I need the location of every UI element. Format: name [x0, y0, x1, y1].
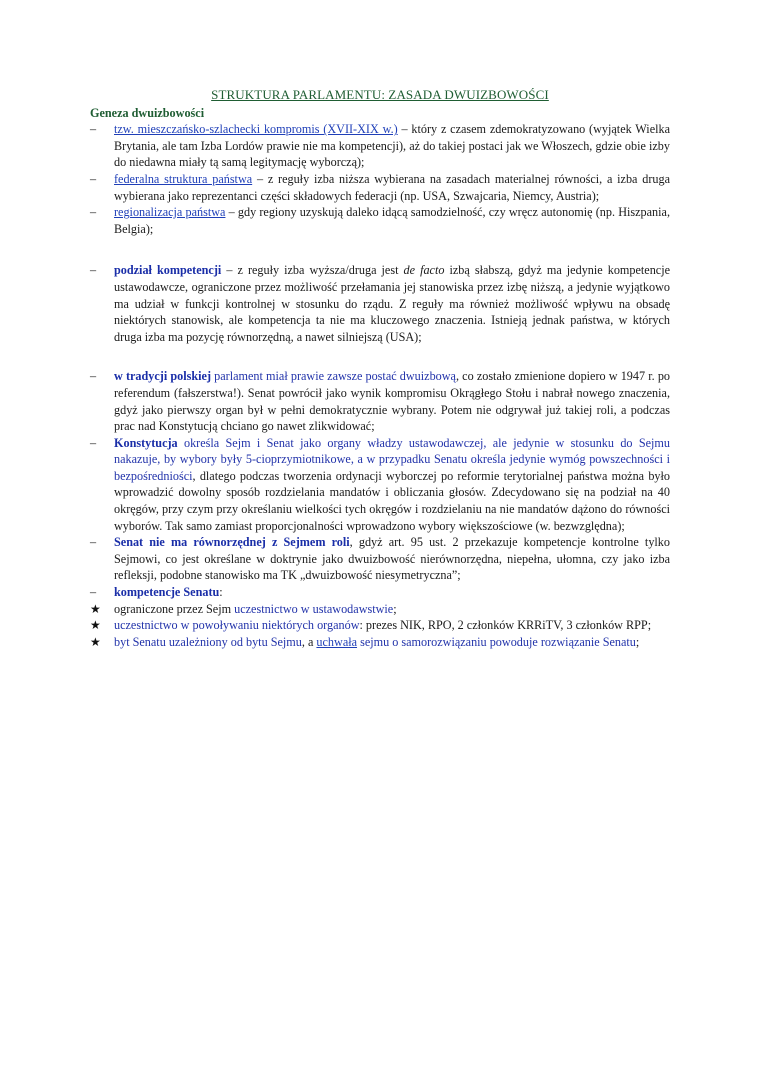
- item-text: , co zostało zmienione dopiero w 1947 r. po referendum (fałszerstwa!). Senat powrócił jako wynik kompromisu Okrągłego Stołu i nabrał nowego znaczenia, gdyż jako pierwszy organ był w pełni demokratycznie wybrany. Potem nie odgrywał już takiej roli, a podczas prac nad Konstytucją chciano go nawet zlikwidować;: [114, 369, 671, 434]
- item-text: , dlatego podczas tworzenia ordynacji wyborczej po reformie terytorialnej państwa można było wprowadzić dowolny sposób rozdzielania mandatów i obliczania głosów. Zdecydowano się na podział na 40 okręgów, przy czym przy określaniu wielkości tych okręgów i rozdzielaniu na nie mandatów dążono do równości wyborów. Tak samo zamiast proporcjonalności wprowadzono wybory większościowe (w. bezwzględna);: [114, 468, 670, 533]
- dash-bullet: –: [90, 435, 97, 450]
- sub-item-highlight: byt Senatu uzależniony od bytu Sejmu: [114, 634, 302, 649]
- sub-item-highlight: sejmu o samorozwiązaniu powoduje rozwiązanie Senatu: [357, 634, 636, 649]
- link-resolution[interactable]: uchwała: [316, 634, 358, 649]
- item-bold-label: w tradycji polskiej: [114, 369, 212, 384]
- item-italic: de facto: [403, 263, 445, 278]
- list-item-senate-role: [90, 534, 670, 584]
- page-title: STRUKTURA PARLAMENTU: ZASADA DWUIZBOWOŚCI: [211, 87, 549, 102]
- sub-item-text: : prezes NIK, RPO, 2 członków KRRiTV, 3 członków RPP;: [359, 618, 652, 633]
- document-content: [90, 87, 670, 650]
- dash-bullet: –: [90, 263, 97, 278]
- list-item-federal: [90, 171, 670, 204]
- item-text: :: [219, 585, 223, 600]
- sub-item-highlight: uczestnictwo w ustawodawstwie: [234, 601, 394, 616]
- link-federal-structure[interactable]: federalna struktura państwa: [114, 171, 253, 186]
- item-bold-label: podział kompetencji: [114, 263, 222, 278]
- section-heading: Geneza dwuizbowości: [90, 105, 205, 120]
- dash-bullet: –: [90, 585, 97, 600]
- sub-item-dissolution: [90, 634, 670, 651]
- dash-bullet: –: [90, 535, 97, 550]
- sub-item-appointments: [90, 617, 670, 634]
- list-item-constitution: [90, 435, 670, 535]
- list-item-senate-competences: [90, 584, 670, 601]
- sub-item-text: ograniczone przez Sejm: [114, 601, 235, 616]
- star-bullet-icon: ★: [90, 634, 101, 649]
- item-text: – który z czasem zdemokratyzowano (wyjątek Wielka Brytania, ale tam Izba Lordów prawie nie ma kompetencji), aż do takiej postaci jak we Włoszech, gdzie obie izby do niedawna miały tą samą legitymację wyborczą);: [114, 122, 670, 170]
- star-bullet-icon: ★: [90, 618, 101, 633]
- item-text: – gdy regiony uzyskują daleko idącą samodzielność, czy wręcz autonomię (np. Hiszpania, Belgia);: [114, 205, 670, 236]
- dash-bullet: –: [90, 171, 97, 186]
- item-bold-label: Senat nie ma równorzędnej z Sejmem roli: [114, 535, 350, 550]
- link-regionalization[interactable]: regionalizacja państwa: [114, 205, 226, 220]
- star-bullet-icon: ★: [90, 601, 101, 616]
- item-bold-label: kompetencje Senatu: [114, 585, 220, 600]
- item-bold-label: Konstytucja: [114, 435, 178, 450]
- sub-item-text: ;: [393, 601, 397, 616]
- list-item-competences: [90, 262, 670, 345]
- spacer: [90, 237, 670, 262]
- link-compromise[interactable]: tzw. mieszczańsko-szlachecki kompromis (XVII-XIX w.): [114, 122, 398, 137]
- item-highlight: określa Sejm i Senat jako organy władzy ustawodawczej, ale jedynie w stosunku do Sejmu nakazuje, by wybory były 5-cioprzymiotnikowe, a w przypadku Senatu określa jedynie wymóg powszechności i bezpośredniości: [114, 435, 670, 483]
- dash-bullet: –: [90, 122, 97, 137]
- sub-item-highlight: uczestnictwo w powoływaniu niektórych organów: [114, 618, 360, 633]
- sub-item-legislation: [90, 601, 670, 618]
- sub-item-text: , a: [301, 634, 317, 649]
- item-text: – z reguły izba niższa wybierana na zasadach materialnej równości, a izba druga wybierana jako reprezentanci części składowych federacji (np. USA, Szwajcaria, Niemcy, Austria);: [114, 171, 671, 203]
- list-item-regionalization: [90, 204, 670, 237]
- item-text: izbą słabszą, gdyż ma jedynie kompetencje ustawodawcze, ograniczone przez możliwość przełamania jej stanowiska przez izbę niższą, a jedynie wyjątkowo ma udział w funkcji kontrolnej w stosunku do rządu. Z reguły ma również możliwość wpływu na obsadę niektórych stanowisk, ale kompetencja ta nie ma kluczowego znaczenia. Istnieją jednak państwa, w których druga izba ma pozycję równorzędną, a nawet silniejszą (USA);: [114, 263, 670, 344]
- dash-bullet: –: [90, 369, 97, 384]
- sub-item-text: ;: [635, 634, 640, 649]
- item-text: – z reguły izba wyższa/druga jest: [221, 263, 404, 278]
- item-text: , gdyż art. 95 ust. 2 przekazuje kompetencje kontrolne tylko Sejmowi, co jest określane w doktrynie jako dwuizbowość nierównorzędna, niepełna, ułomna, czy jako izba refleksji, podobne stanowisko ma TK „dwuizbowość niesymetryczna”;: [114, 535, 670, 583]
- item-highlight: parlament miał prawie zawsze postać dwuizbową: [211, 369, 456, 384]
- dash-bullet: –: [90, 205, 97, 220]
- spacer: [90, 345, 670, 368]
- list-item-polish-tradition: [90, 368, 670, 434]
- list-item-compromise: [90, 121, 670, 171]
